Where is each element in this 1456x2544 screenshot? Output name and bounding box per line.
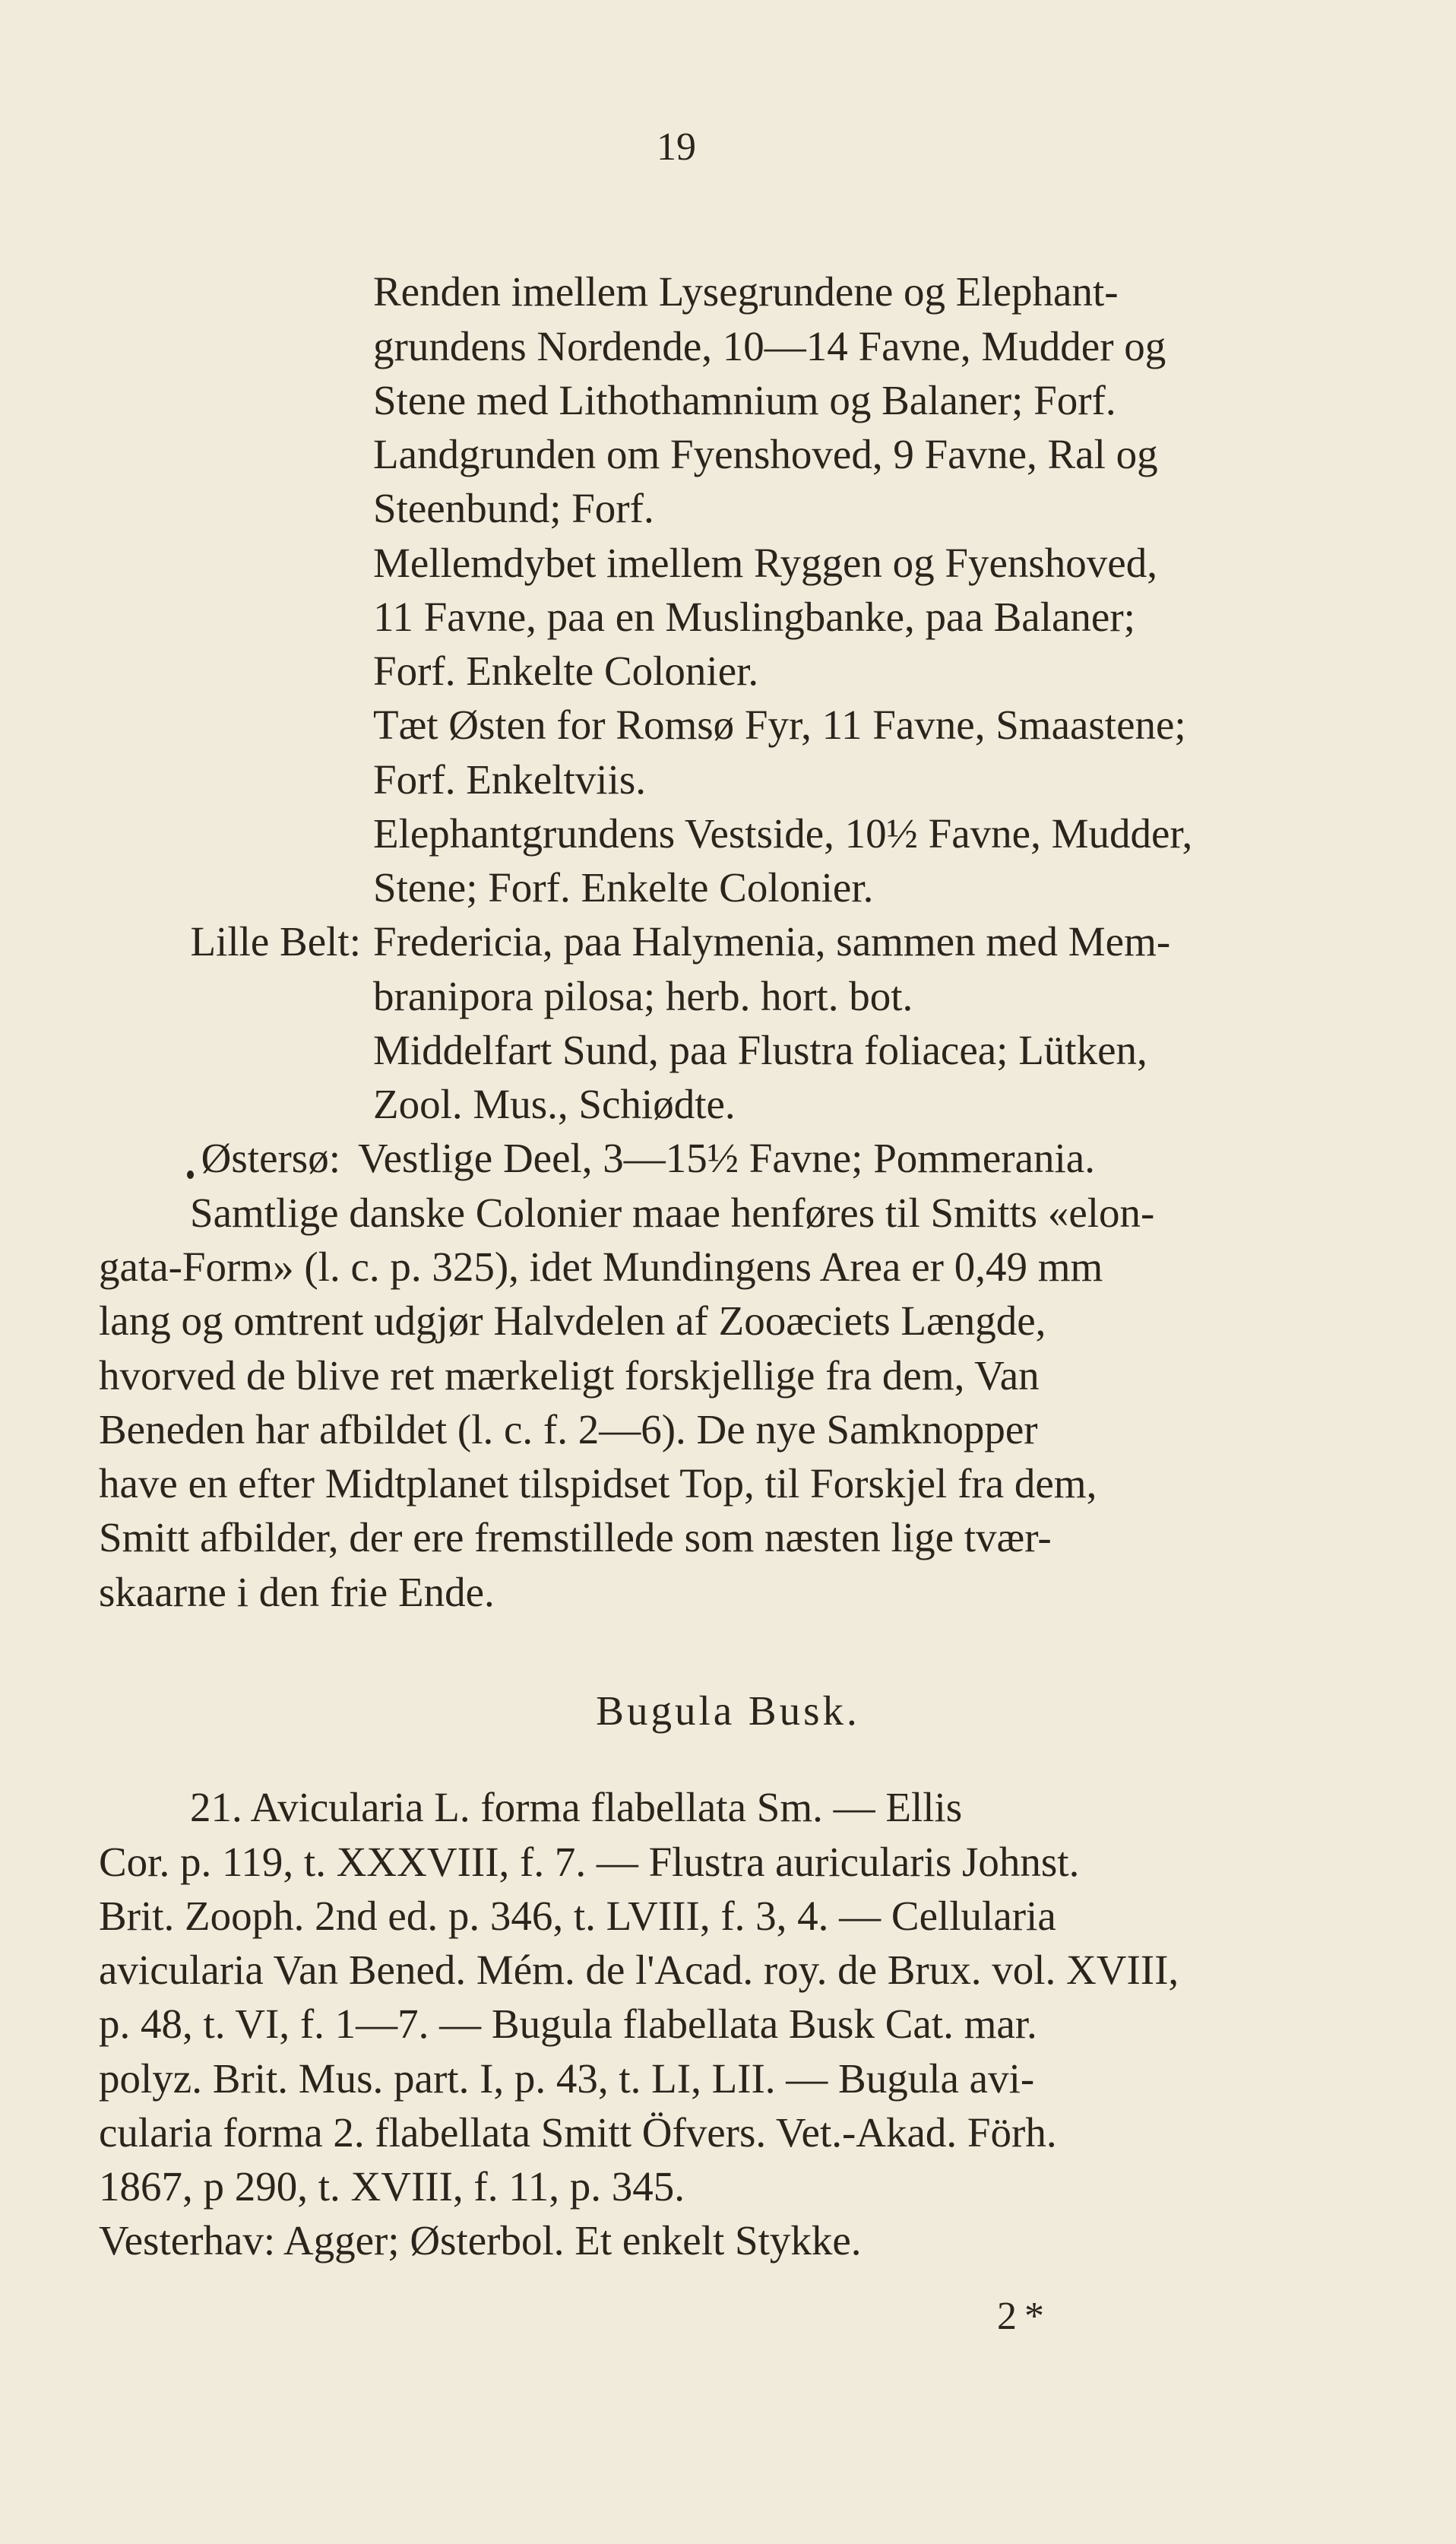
remark-line: lang og omtrent udgjør Halvdelen af Zooæciets Længde, [99,1297,1046,1344]
signature-mark: 2* [997,2295,1052,2338]
locality-line: Stene med Lithothamnium og Balaner; Forf. [373,377,1116,423]
entry-line: 21. Avicularia L. forma flabellata Sm. — Ellis [190,1784,963,1830]
locality-line: Zool. Mus., Schiødte. [373,1081,736,1127]
locality-label-ostersoe: Østersø: [201,1135,340,1181]
entry-line: cularia forma 2. flabellata Smitt Öfvers. Vet.-Akad. Förh. [99,2109,1057,2156]
locality-line: Forf. Enkeltviis. [373,756,647,803]
locality-line: branipora pilosa; herb. hort. bot. [373,973,913,1019]
locality-line: Renden imellem Lysegrundene og Elephant- [373,268,1119,315]
locality-line: Stene; Forf. Enkelte Colonier. [373,864,874,911]
remark-line: skaarne i den frie Ende. [99,1569,495,1615]
remark-line: gata-Form» (l. c. p. 325), idet Mundingens Area er 0,49 mm [99,1243,1103,1290]
entry-line: Brit. Zooph. 2nd ed. p. 346, t. LVIII, f. 3, 4. — Cellularia [99,1893,1056,1939]
locality-line: Middelfart Sund, paa Flustra foliacea; Lütken, [373,1027,1147,1073]
entry-line: polyz. Brit. Mus. part. I, p. 43, t. LI, LII. — Bugula avi- [99,2055,1035,2102]
locality-line: grundens Nordende, 10—14 Favne, Mudder og [373,323,1166,369]
locality-line: Steenbund; Forf. [373,485,654,531]
entry-line: Cor. p. 119, t. XXXVIII, f. 7. — Flustra auricularis Johnst. [99,1839,1080,1885]
ink-dot [187,1171,194,1179]
locality-line: Forf. Enkelte Colonier. [373,648,759,694]
entry-line: 1867, p 290, t. XVIII, f. 11, p. 345. [99,2163,685,2210]
locality-line: Fredericia, paa Halymenia, sammen med Mem- [373,918,1171,965]
remark-line: Smitt afbilder, der ere fremstillede som næsten lige tvær- [99,1514,1052,1560]
remark-line: have en efter Midtplanet tilspidset Top, til Forskjel fra dem, [99,1460,1097,1506]
locality-line: Tæt Østen for Romsø Fyr, 11 Favne, Smaastene; [373,702,1186,748]
remark-line: Samtlige danske Colonier maae henføres til Smitts «elon- [190,1190,1155,1236]
locality-line: Landgrunden om Fyenshoved, 9 Favne, Ral og [373,431,1158,477]
locality-line: Vestlige Deel, 3—15½ Favne; Pommerania. [358,1135,1095,1181]
locality-line: 11 Favne, paa en Muslingbanke, paa Balaner; [373,594,1135,640]
entry-line: avicularia Van Bened. Mém. de l'Acad. roy. de Brux. vol. XVIII, [99,1947,1179,1993]
remark-line: hvorved de blive ret mærkeligt forskjellige fra dem, Van [99,1352,1040,1399]
section-heading: Bugula Busk. [596,1687,860,1734]
remark-line: Beneden har afbildet (l. c. f. 2—6). De nye Samknopper [99,1406,1038,1453]
locality-label-lille-belt: Lille Belt: [190,918,361,965]
locality-line: Elephantgrundens Vestside, 10½ Favne, Mudder, [373,810,1193,857]
entry-line: Vesterhav: Agger; Østerbol. Et enkelt Stykke. [99,2217,862,2264]
entry-line: p. 48, t. VI, f. 1—7. — Bugula flabellata Busk Cat. mar. [99,2001,1037,2047]
locality-line: Mellemdybet imellem Ryggen og Fyenshoved, [373,540,1157,586]
page-number: 19 [657,125,696,169]
